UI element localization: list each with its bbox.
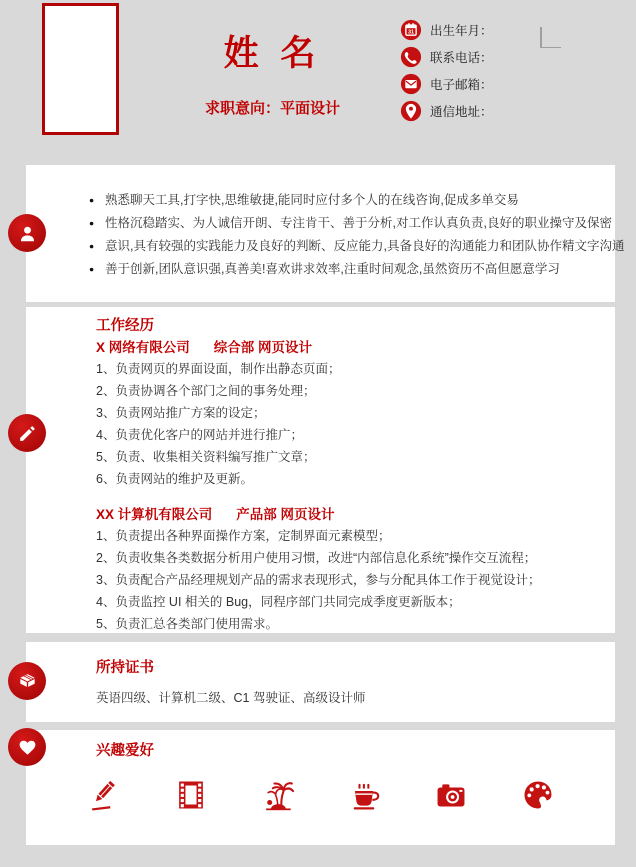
duty-list xyxy=(96,525,591,635)
photo-placeholder xyxy=(42,3,119,135)
list-item: 5、负责、收集相关资料编写推广文章； xyxy=(96,450,316,464)
work-experience-section xyxy=(26,307,615,633)
contact-label: 电子邮箱： xyxy=(430,77,493,92)
job-entry xyxy=(96,504,591,635)
text-boundary-corner-mark xyxy=(540,27,561,48)
list-item: ● 善于创新,团队意识强,真善美!喜欢讲求效率,注重时间观念,虽然资历不高但愿意学习 xyxy=(105,258,591,281)
section-title: 工作经历 xyxy=(96,318,154,334)
contact-row-address xyxy=(400,100,493,121)
hobby-icon-row xyxy=(85,776,557,814)
list-item: 6、负责网站的维护及更新。 xyxy=(96,472,253,486)
contact-label: 出生年月： xyxy=(430,23,493,38)
section-title: 所持证书 xyxy=(96,660,154,676)
user-icon xyxy=(8,214,46,252)
duty-list xyxy=(96,358,591,490)
palette-icon xyxy=(519,776,557,814)
list-item: ● 意识,具有较强的实践能力及良好的判断、反应能力,具备良好的沟通能力和团队协作精文字沟通 xyxy=(105,235,591,258)
film-icon xyxy=(172,776,210,814)
company-line xyxy=(96,337,591,358)
candidate-name: 姓 名 xyxy=(223,34,322,73)
coffee-icon xyxy=(345,776,383,814)
certificates-text: 英语四级、计算机二级、C1 驾驶证、高级设计师 xyxy=(96,691,366,705)
company-line xyxy=(96,504,591,525)
location-icon xyxy=(400,100,422,122)
email-icon xyxy=(400,73,422,95)
list-item: 5、负责汇总各类部门使用需求。 xyxy=(96,617,278,631)
camera-icon xyxy=(432,776,470,814)
contact-row-birth xyxy=(400,19,493,40)
phone-icon xyxy=(400,46,422,68)
list-item: 2、负责收集各类数据分析用户使用习惯，改进“内部信息化系统”操作交互流程； xyxy=(96,551,537,565)
list-item: 2、负责协调各个部门之间的事务处理； xyxy=(96,384,316,398)
section-title: 兴趣爱好 xyxy=(96,743,154,759)
profile-bullet-list xyxy=(105,189,625,281)
list-item: 4、负责监控 UI 相关的 Bug，同程序部门共同完成季度更新版本； xyxy=(96,595,461,609)
certificates-section xyxy=(26,642,615,722)
company-name: XX 计算机有限公司 xyxy=(96,507,213,522)
list-item: 3、负责网站推广方案的设定； xyxy=(96,406,266,420)
department-role: 产品部 网页设计 xyxy=(236,507,335,522)
contact-row-email xyxy=(400,73,493,94)
hobbies-section xyxy=(26,730,615,845)
job-objective: 求职意向：平面设计 xyxy=(204,100,340,117)
heart-icon xyxy=(8,728,46,766)
list-item: ● 熟悉聊天工具,打字快,思维敏捷,能同时应付多个人的在线咨询,促成多单交易 xyxy=(105,189,591,212)
pencil-icon xyxy=(8,414,46,452)
writing-pencil-icon xyxy=(85,776,123,814)
list-item: 1、负责提出各种界面操作方案，定制界面元素模型； xyxy=(96,529,391,543)
contact-list xyxy=(400,19,493,121)
profile-section xyxy=(26,165,625,302)
job-entry xyxy=(96,337,591,490)
contact-label: 通信地址： xyxy=(430,104,493,119)
contact-label: 联系电话： xyxy=(430,50,493,65)
calendar-icon xyxy=(400,19,422,41)
list-item: 3、负责配合产品经理规划产品的需求表现形式，参与分配具体工作于视觉设计； xyxy=(96,573,541,587)
contact-row-phone xyxy=(400,46,493,67)
department-role: 综合部 网页设计 xyxy=(213,340,313,355)
company-name: X 网络有限公司 xyxy=(96,340,190,355)
list-item: 1、负责网页的界面设面，制作出静态页面； xyxy=(96,362,341,376)
list-item: ● 性格沉稳踏实、为人诚信开朗、专注肯干、善于分析,对工作认真负责,良好的职业操守及保密 xyxy=(105,212,591,235)
books-icon xyxy=(8,662,46,700)
list-item: 4、负责优化客户的网站并进行推广； xyxy=(96,428,303,442)
svg-text:31: 31 xyxy=(407,29,415,36)
travel-palm-icon xyxy=(259,776,297,814)
